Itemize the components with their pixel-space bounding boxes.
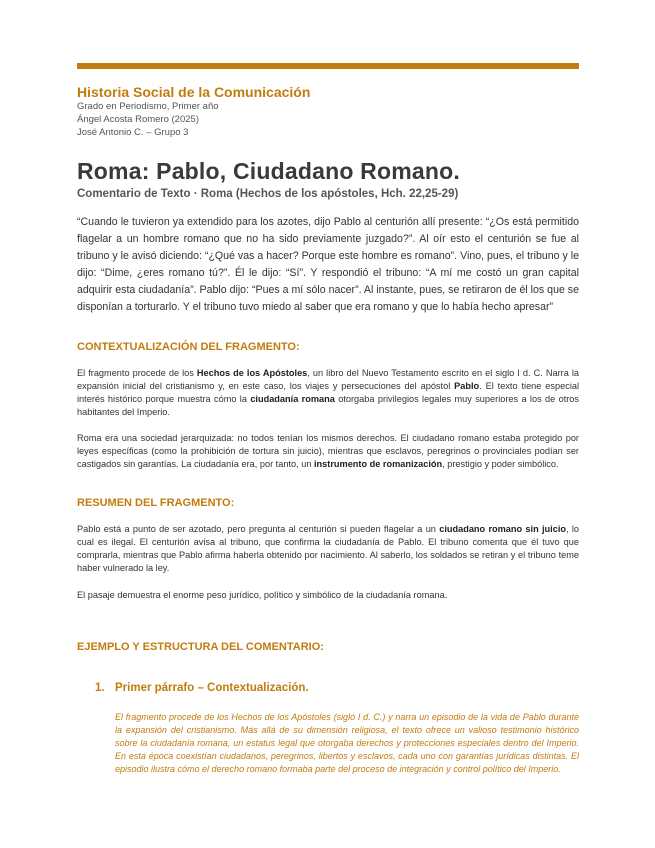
example-item-text: El fragmento procede de los Hechos de los Apóstoles (siglo I d. C.) y narra un episodio de la vida de Pablo durante la expansión del cristianismo. Más allá de su dimensión religiosa, el texto ofrece un valioso testimonio histórico sobre la ciudadanía romana, un estatus legal que otorgaba derechos y protecciones especiales dentro del Imperio. En esta época coexistían ciudadanos, peregrinos, libertos y esclavos, cada uno con garantías jurídicas distintas. El episodio ilustra cómo el derecho romano formaba parte del proceso de integración y control político del Imperio. bbox=[115, 712, 579, 774]
summary-paragraph-1: Pablo está a punto de ser azotado, pero pregunta al centurión si pueden flagelar a un ciudadano romano sin juicio, lo cual es ilegal. El centurión avisa al tribuno, que confirma la ciudadanía de Pablo. El tribuno comenta que él tuvo que comprarla, mientras que Pablo afirma haberla obtenido por nacimiento. Al saberlo, los soldados se retiran y el tribuno teme haber vulnerado la ley. bbox=[77, 524, 579, 573]
header-rule bbox=[77, 63, 579, 69]
example-heading: EJEMPLO Y ESTRUCTURA DEL COMENTARIO: bbox=[77, 641, 324, 653]
author-line: Ángel Acosta Romero (2025) bbox=[77, 114, 199, 125]
document-subtitle: Comentario de Texto · Roma (Hechos de los apóstoles, Hch. 22,25-29) bbox=[77, 188, 459, 200]
context-paragraph-1: El fragmento procede de los Hechos de los Apóstoles, un libro del Nuevo Testamento escrito en el siglo I d. C. Narra la expansión inicial del cristianismo y, en este caso, los viajes y persecuciones del apóstol Pablo. El texto tiene especial interés histórico porque muestra cómo la ciudadanía romana otorgaba privilegios legales muy superiores a los de otros habitantes del Imperio. bbox=[77, 368, 580, 417]
course-title: Historia Social de la Comunicación bbox=[77, 84, 311, 100]
degree-line: Grado en Periodismo, Primer año bbox=[77, 101, 219, 112]
context-paragraph-2: Roma era una sociedad jerarquizada: no todos tenían los mismos derechos. El ciudadano romano estaba protegido por leyes específicas (como la prohibición de tortura sin juicio), mientras que esclavos, peregrinos o provinciales podían ser castigados sin garantías. La ciudadanía era, por tanto, un instrumento de romanización, prestigio y poder simbólico. bbox=[77, 433, 579, 469]
source-quote: “Cuando le tuvieron ya extendido para los azotes, dijo Pablo al centurión allí presente: “¿Os está permitido flagelar a un hombre romano que no ha sido previamente juzgado?”. Al oír esto el centurión se fue al tribuno y le avisó diciendo: “¿Qué vas a hacer? Porque este hombre es romano”. Vino, pues, el tribuno y le dijo: “Dime, ¿eres romano tú?”. Él le dijo: “Sí”. Y respondió el tribuno: “A mí me costó un gran capital adquirir esta ciudadanía”. Pablo dijo: “Pues a mí sólo nacer”. Al instante, pues, se retiraron de él los que se disponían a torturarlo. Y el tribuno tuvo miedo al saber que era romano y que lo había hecho apresar” bbox=[77, 216, 579, 313]
example-item-number: 1. bbox=[95, 682, 105, 694]
summary-heading: RESUMEN DEL FRAGMENTO: bbox=[77, 497, 235, 509]
document-title: Roma: Pablo, Ciudadano Romano. bbox=[77, 158, 460, 184]
summary-paragraph-2: El pasaje demuestra el enorme peso jurídico, político y simbólico de la ciudadanía romana. bbox=[77, 590, 448, 600]
example-item-title: Primer párrafo – Contextualización. bbox=[115, 682, 309, 694]
teacher-line: José Antonio C. – Grupo 3 bbox=[77, 127, 189, 138]
example-item-heading bbox=[95, 682, 309, 694]
context-heading: CONTEXTUALIZACIÓN DEL FRAGMENTO: bbox=[77, 341, 300, 353]
